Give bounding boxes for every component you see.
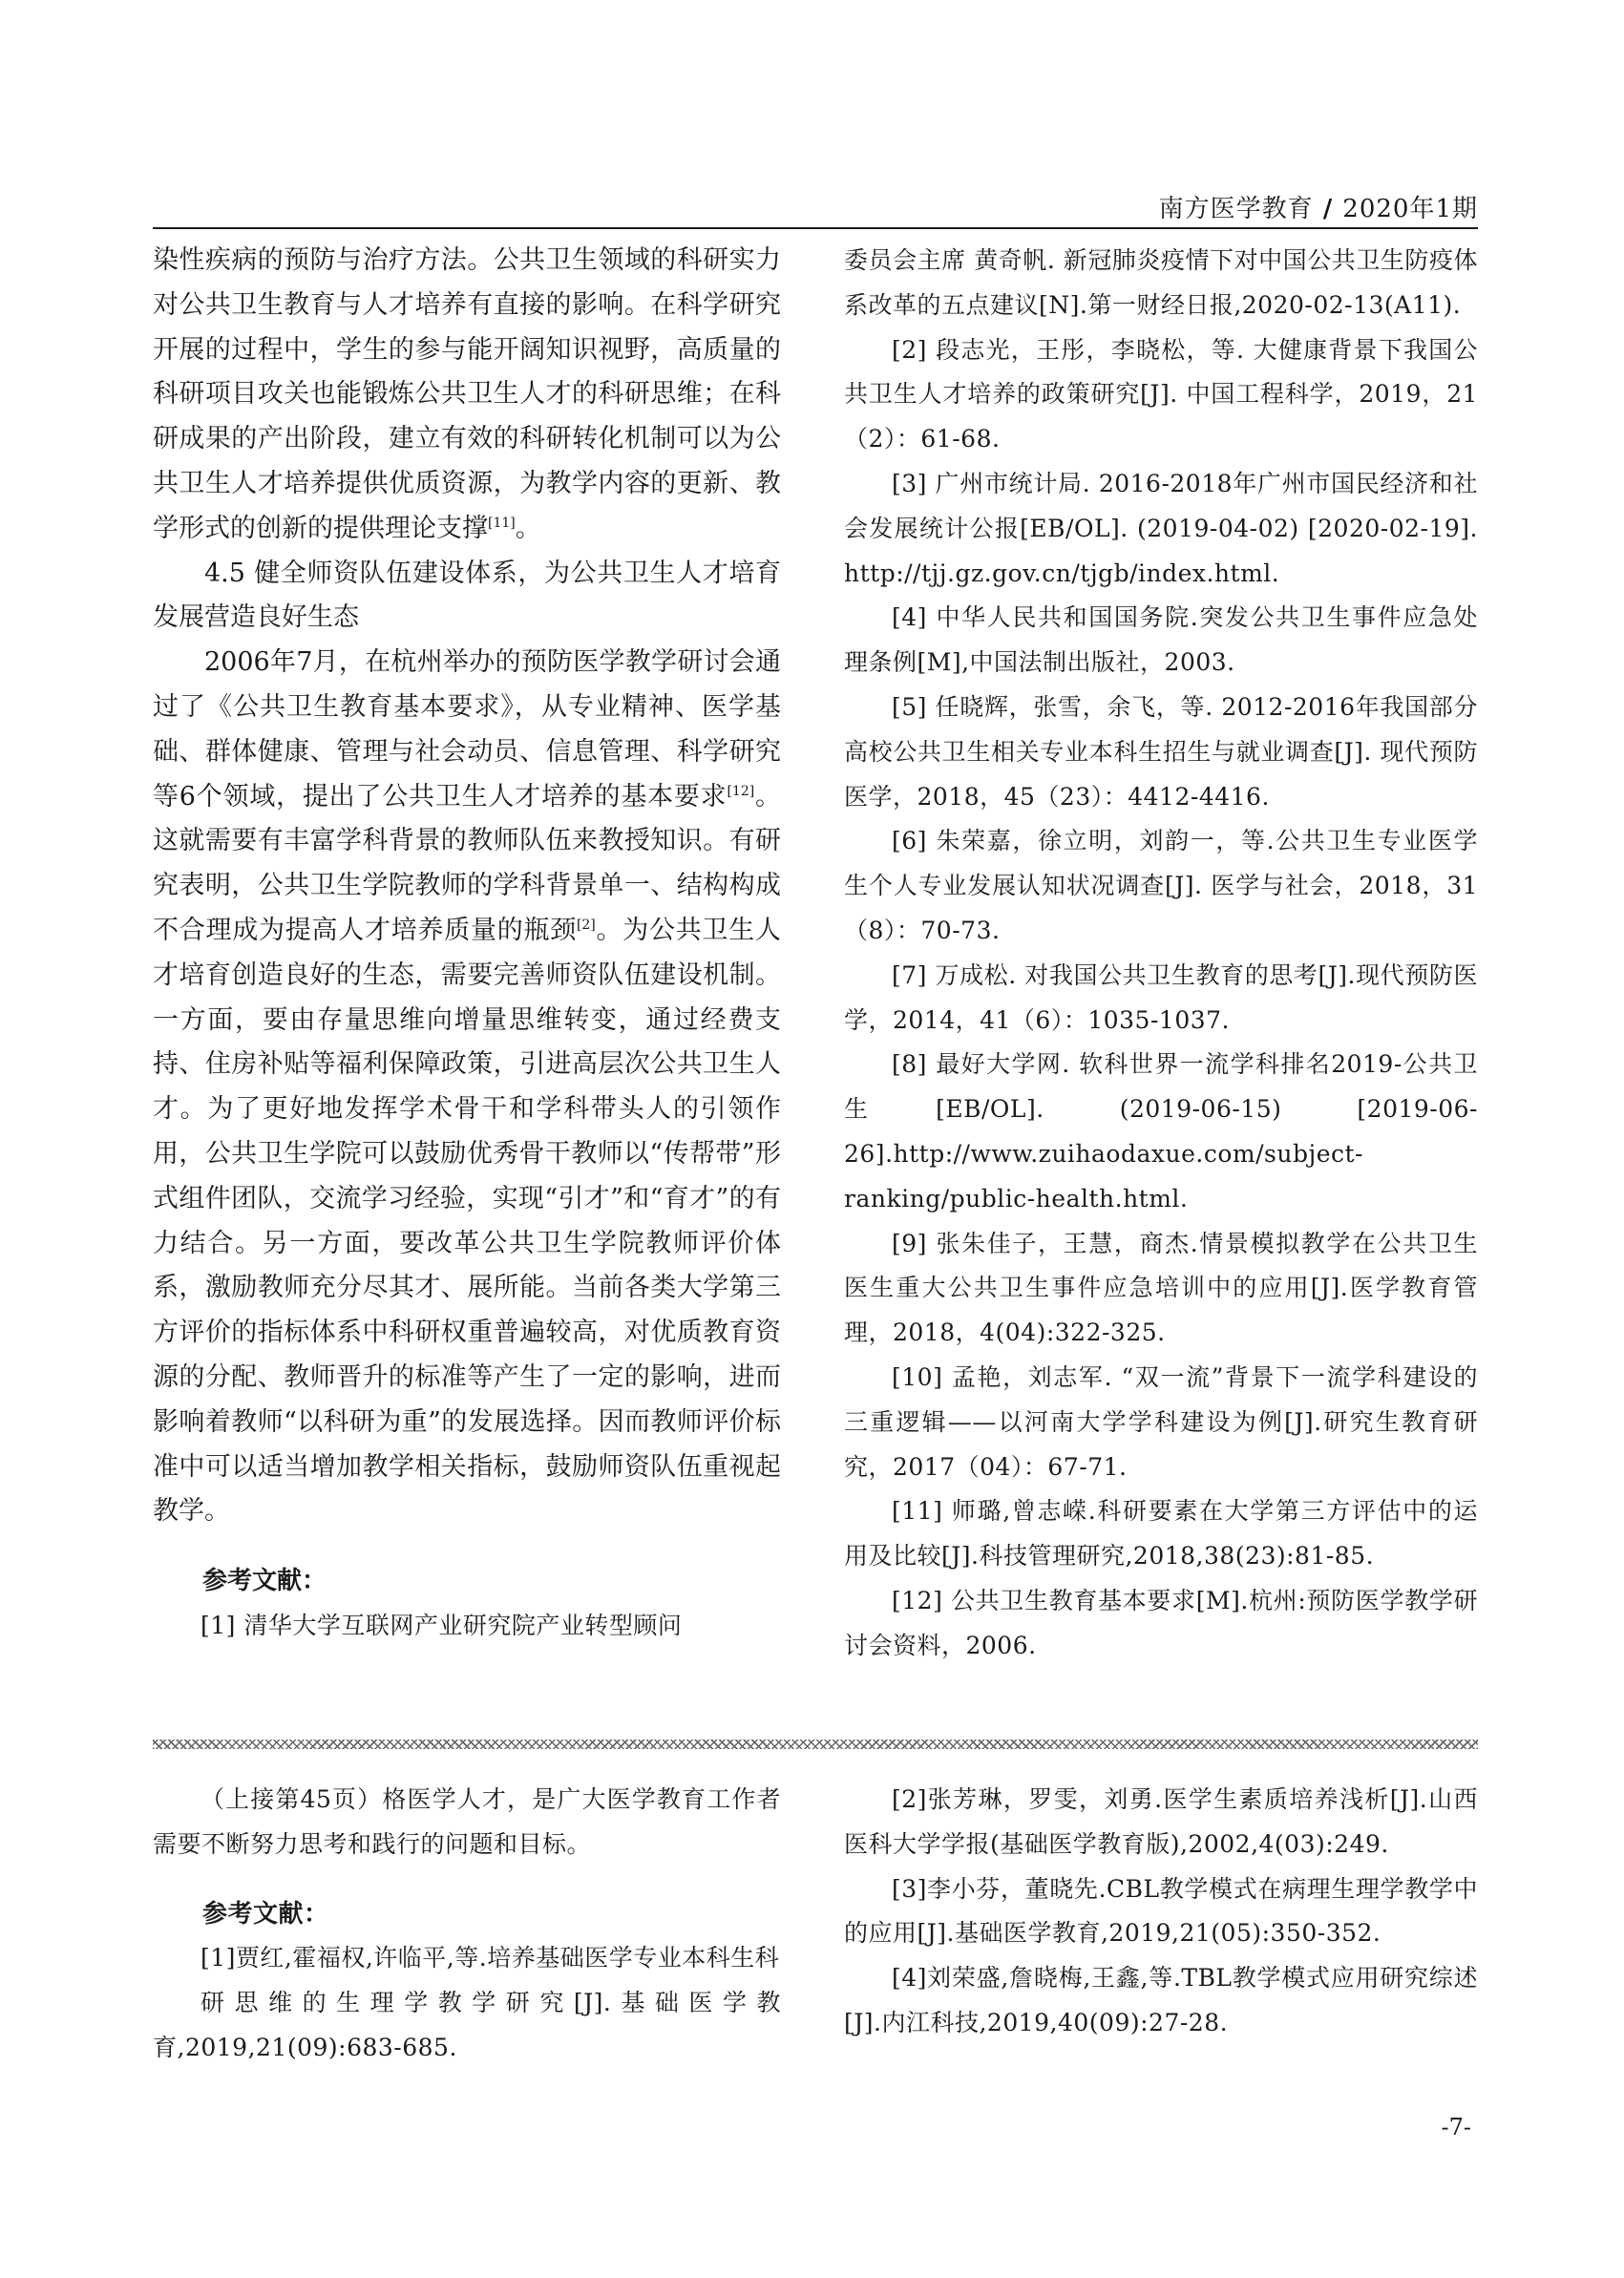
- reference-item: 研思维的生理学教学研究[J].基础医学教育,2019,21(09):683-685.: [153, 1989, 781, 2061]
- body-paragraph: [153, 239, 781, 552]
- continued-paragraph: （上接第45页）格医学人才，是广大医学教育工作者需要不断努力思考和践行的问题和目标。: [153, 1785, 781, 1858]
- journal-title: [1159, 189, 1478, 224]
- bottom-right-column: [844, 1778, 1478, 2093]
- header-rule: [153, 227, 1478, 229]
- section-heading: 4.5 健全师资队伍建设体系，为公共卫生人才培育发展营造良好生态: [153, 558, 781, 633]
- citation: [11]: [488, 515, 516, 531]
- paragraph-text: 2006年7月，在杭州举办的预防医学教学研讨会通过了《公共卫生教育基本要求》，从专业精神、医学基础、群体健康、管理与社会动员、信息管理、科学研究等6个领域，提出了公共卫生人才培养的基本要求: [153, 647, 781, 812]
- reference-item: [1] 清华大学互联网产业研究院产业转型顾问: [200, 1611, 683, 1639]
- journal-issue: 2020年1期: [1342, 195, 1478, 223]
- reference-item: [10] 孟艳，刘志军. “双一流”背景下一流学科建设的三重逻辑——以河南大学学科建设为例[J].研究生教育研究，2017（04）：67-71.: [844, 1362, 1478, 1481]
- section-divider: [153, 1740, 1478, 1749]
- reference-item: [3]李小芬，董晓先.CBL教学模式在病理生理学教学中的应用[J].基础医学教育,2019,21(05):350-352.: [844, 1874, 1478, 1948]
- journal-name: 南方医学教育: [1158, 195, 1314, 223]
- bottom-left-column: [153, 1778, 781, 2093]
- reference-item: [2] 段志光，王彤，李晓松，等. 大健康背景下我国公共卫生人才培养的政策研究[J]. 中国工程科学，2019，21（2）：61-68.: [844, 335, 1478, 453]
- reference-item: [7] 万成松. 对我国公共卫生教育的思考[J].现代预防医学，2014，41（6）：1035-1037.: [844, 960, 1478, 1034]
- references-heading: 参考文献：: [202, 1567, 327, 1596]
- reference-item: [8] 最好大学网. 软科世界一流学科排名2019-公共卫生[EB/OL]. (2019-06-15) [2019-06-26].http://www.zuihaodaxue.com/subject-ranking/public-health.html.: [844, 1050, 1478, 1213]
- reference-item: [1]贾红,霍福权,许临平,等.培养基础医学专业本科生科: [200, 1944, 780, 1972]
- citation: [2]: [576, 917, 596, 933]
- reference-item: [4] 中华人民共和国国务院.突发公共卫生事件应急处理条例[M],中国法制出版社，2003.: [844, 603, 1478, 677]
- page-number: -7-: [1441, 2114, 1471, 2141]
- reference-item: [9] 张朱佳子，王慧，商杰.情景模拟教学在公共卫生医生重大公共卫生事件应急培训中的应用[J].医学教育管理，2018，4(04):322-325.: [844, 1229, 1478, 1347]
- spacer: [153, 1534, 781, 1559]
- references-heading: 参考文献：: [202, 1899, 329, 1929]
- punctuation: 。: [515, 513, 541, 543]
- reference-item: [4]刘荣盛,詹晓梅,王鑫,等.TBL教学模式应用研究综述[J].内江科技,2019,40(09):27-28.: [844, 1964, 1478, 2036]
- body-paragraph: [153, 641, 781, 1534]
- reference-item: 委员会主席 黄奇帆. 新冠肺炎疫情下对中国公共卫生防疫体系改革的五点建议[N].第一财经日报,2020-02-13(A11).: [844, 246, 1478, 319]
- paragraph-text: 。为公共卫生人才培育创造良好的生态，需要完善师资队伍建设机制。一方面，要由存量思维向增量思维转变，通过经费支持、住房补贴等福利保障政策，引进高层次公共卫生人才。为了更好地发挥学术骨干和学科带头人的引领作用，公共卫生学院可以鼓励优秀骨干教师以“传帮带”形式组件团队，交流学习经验，实现“引才”和“育才”的有力结合。另一方面，要改革公共卫生学院教师评价体系，激励教师充分尽其才、展所能。当前各类大学第三方评价的指标体系中科研权重普遍较高，对优质教育资源的分配、教师晋升的标准等产生了一定的影响，进而影响着教师“以科研为重”的发展选择。因而教师评价标准中可以适当增加教学相关指标，鼓励师资队伍重视起教学。: [153, 915, 781, 1527]
- reference-item: [6] 朱荣嘉，徐立明，刘韵一，等.公共卫生专业医学生个人专业发展认知状况调查[J]. 医学与社会，2018，31（8）：70-73.: [844, 827, 1478, 944]
- paragraph-text: 。这就需要有丰富学科背景的教师队伍来教授知识。有研究表明，公共卫生学院教师的学科背景单一、结构构成不合理成为提高人才培养质量的瓶颈: [153, 781, 781, 945]
- spacer: [153, 1867, 781, 1892]
- reference-item: [5] 任晓辉，张雪，余飞，等. 2012-2016年我国部分高校公共卫生相关专业本科生招生与就业调查[J]. 现代预防医学，2018，45（23）：4412-4416.: [844, 692, 1478, 811]
- reference-item: [11] 师璐,曾志嵘.科研要素在大学第三方评估中的运用及比较[J].科技管理研究,2018,38(23):81-85.: [844, 1497, 1478, 1571]
- title-separator: /: [1313, 195, 1343, 223]
- right-column: [844, 239, 1478, 1720]
- left-column: [153, 239, 781, 1720]
- reference-item: [12] 公共卫生教育基本要求[M].杭州:预防医学教学研讨会资料，2006.: [844, 1586, 1478, 1659]
- paragraph-text: 染性疾病的预防与治疗方法。公共卫生领域的科研实力对公共卫生教育与人才培养有直接的影响。在科学研究开展的过程中，学生的参与能开阔知识视野，高质量的科研项目攻关也能锻炼公共卫生人才的科研思维；在科研成果的产出阶段，建立有效的科研转化机制可以为公共卫生人才培养提供优质资源，为教学内容的更新、教学形式的创新的提供理论支撑: [153, 245, 781, 543]
- page-header: [153, 187, 1478, 231]
- citation: [12]: [727, 783, 755, 799]
- reference-item: [3] 广州市统计局. 2016-2018年广州市国民经济和社会发展统计公报[EB/OL]. (2019-04-02) [2020-02-19]. http://tjj.gz.gov.cn/tjgb/index.html.: [844, 469, 1478, 587]
- reference-item: [2]张芳琳，罗雯，刘勇.医学生素质培养浅析[J].山西医科大学学报(基础医学教育版),2002,4(03):249.: [844, 1785, 1478, 1858]
